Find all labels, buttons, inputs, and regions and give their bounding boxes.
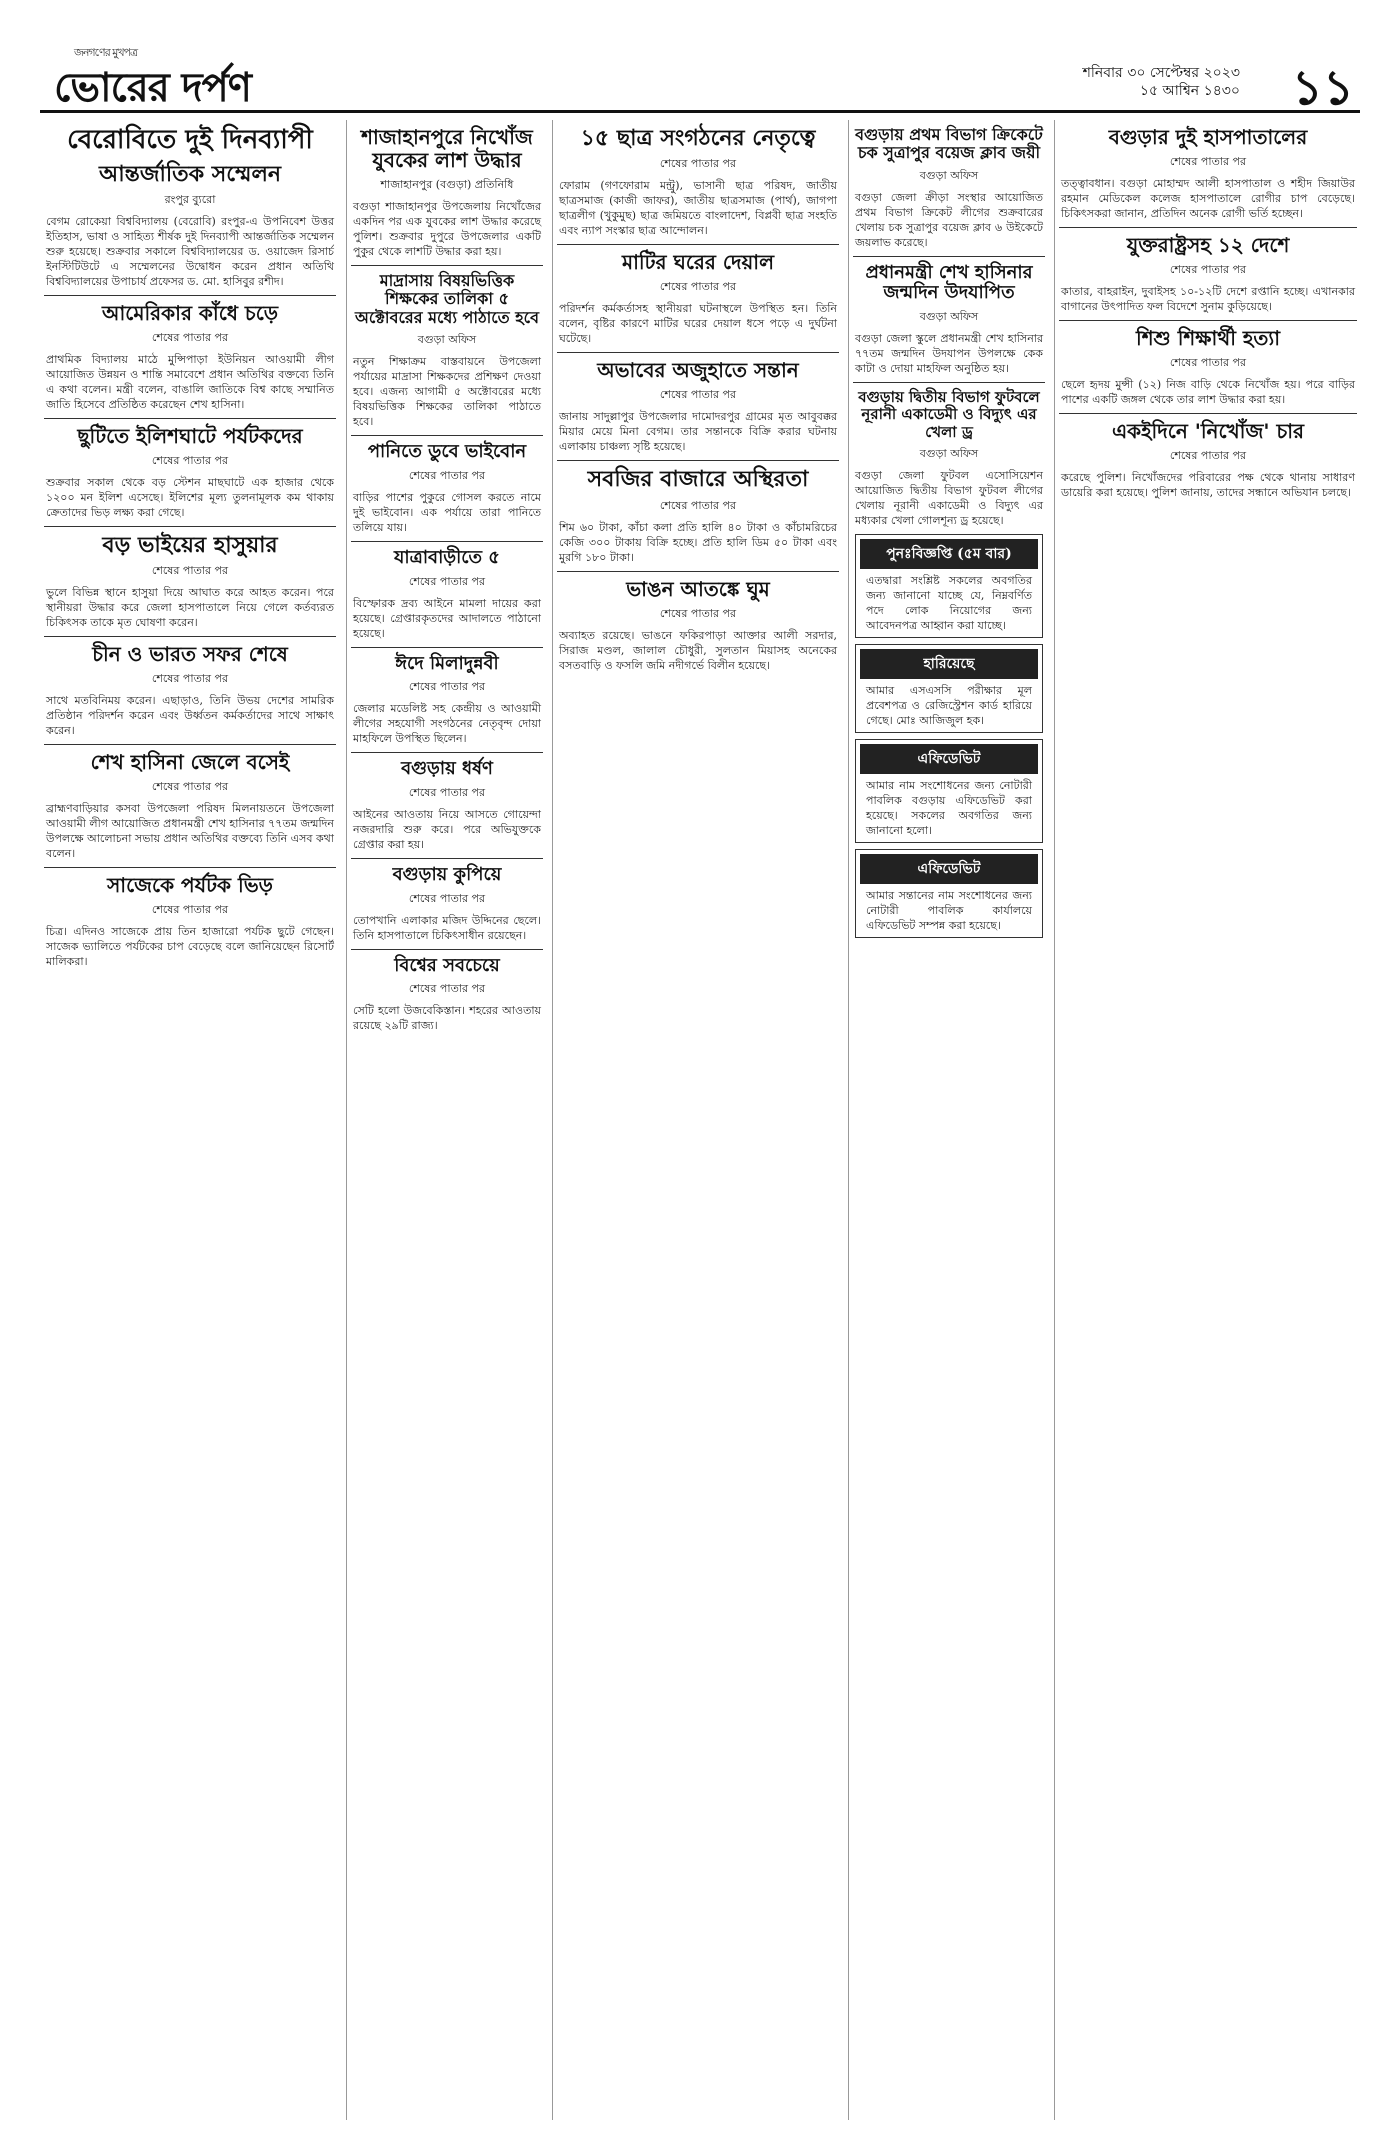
headline-sheikh-hasina-jail: শেখ হাসিনা জেলে বসেই — [90, 750, 290, 775]
divider — [1059, 227, 1357, 228]
divider — [853, 382, 1045, 383]
ad-title: এফিডেভিট — [860, 744, 1038, 774]
ad-title: পুনঃবিজ্ঞপ্তি (৫ম বার) — [860, 539, 1038, 569]
headline-bogura-crime: বগুড়ায় ধর্ষণ — [401, 758, 493, 780]
headline-child-sale: অভাবের অজুহাতে সন্তান — [597, 358, 799, 383]
divider — [44, 636, 336, 637]
article-body: বিস্ফোরক দ্রব্য আইনে মামলা দায়ের করা হয়েছে। গ্রেপ্তারকৃতদের আদালতে পাঠানো হয়েছে। — [353, 596, 541, 640]
continuation-note: শেষের পাতার পর — [1169, 449, 1247, 462]
headline-pm-birthday: প্রধানমন্ত্রী শেখ হাসিনার জন্মদিন উদযাপিত — [865, 261, 1033, 304]
article-body: বাড়ির পাশের পুকুরে গোসল করতে নামে দুই ভাইবোন। এক পর্যায়ে তারা পানিতে তলিয়ে যায়। — [353, 490, 541, 534]
divider — [44, 867, 336, 868]
headline-china-india: চীন ও ভারত সফর শেষে — [92, 642, 288, 667]
continuation-note: শেষের পাতার পর — [408, 574, 486, 588]
headline-child-murder: শিশু শিক্ষার্থী হত্যা — [1135, 326, 1281, 350]
headline-world: বিশ্বের সবচেয়ে — [394, 954, 500, 976]
continuation-note: শেষের পাতার পর — [1169, 356, 1247, 369]
headline-hospitals: বগুড়ার দুই হাসপাতালের — [1108, 125, 1308, 149]
column-3 — [552, 120, 843, 2120]
continuation-note: শেষের পাতার পর — [408, 891, 486, 905]
affidavit-notice — [855, 849, 1043, 938]
headline-bogura-stabbing: বগুড়ায় কুপিয়ে — [392, 863, 502, 885]
headline-madrasa: মাদ্রাসায় বিষয়ভিত্তিক শিক্ষকের তালিকা ৫ অক্টোবরের মধ্যে পাঠাতে হবে — [354, 271, 539, 327]
headline-america: আমেরিকার কাঁধে চড়ে — [101, 301, 279, 326]
continuation-note: শেষের পাতার পর — [151, 903, 229, 917]
article-body: আইনের আওতায় নিয়ে আসতে গোয়েন্দা নজরদারি শুরু করে। পরে অভিযুক্তকে গ্রেপ্তার করা হয়। — [353, 807, 541, 851]
column-2 — [346, 120, 547, 2120]
divider — [351, 265, 543, 266]
date-gregorian: শনিবার ৩০ সেপ্টেম্বর ২০২৩ — [1082, 65, 1240, 81]
page-number: ১১ — [1291, 60, 1354, 116]
affidavit-notice — [855, 739, 1043, 843]
article-body: নতুন শিক্ষাক্রম বাস্তবায়নে উপজেলা পর্যায়ের মাদ্রাসা শিক্ষকদের প্রশিক্ষণ দেওয়া হবে। এজন্য আগামী ৫ অক্টোবরের মধ্যে বিষয়ভিত্তিক শিক্ষকের তালিকা পাঠাতে হবে। — [353, 355, 541, 429]
continuation-note: শেষের পাতার পর — [408, 785, 486, 799]
date-bengali: ১৫ আশ্বিন ১৪৩০ — [1139, 83, 1240, 99]
divider — [351, 541, 543, 542]
divider — [557, 571, 839, 572]
article-body: অব্যাহত রয়েছে। ভাঙনে ফকিরপাড়া আক্তার আলী সরদার, সিরাজ মণ্ডল, জালাল চৌধুরী, সুলতান মিয়াসহ অনেকের বসতবাড়ি ও ফসলি জমি নদীগর্ভে বিলীন হয়েছে। — [559, 628, 837, 672]
masthead — [40, 46, 1360, 116]
article-body: ভুলে বিভিন্ন স্থানে হাসুয়া দিয়ে আঘাত করে আহত করেন। পরে স্থানীয়রা উদ্ধার করে জেলা হাসপাতালে নিয়ে গেলে কর্তব্যরত চিকিৎসক তাকে মৃত ঘোষণা করেন। — [46, 586, 334, 630]
article-body: প্রাথমিক বিদ্যালয় মাঠে মুন্সিপাড়া ইউনিয়ন আওয়ামী লীগ আয়োজিত উন্নয়ন ও শান্তি সমাবেশে প্রধান অতিথির বক্তব্যে তিনি এ কথা বলেন। মন্ত্রী বলেন, বাঙালি জাতিকে বিশ্ব কাছে সম্মানিত জাতি হিসেবে প্রতিষ্ঠিত করেছেন শেখ হাসিনা। — [46, 353, 334, 412]
divider — [853, 256, 1045, 257]
divider — [1059, 320, 1357, 321]
continuation-note: শেষের পাতার পর — [659, 280, 737, 294]
byline: রংপুর ব্যুরো — [164, 193, 216, 207]
byline: বগুড়া অফিস — [919, 310, 979, 324]
headline-conference: বেরোবিতে দুই দিনব্যাপী — [67, 125, 313, 155]
continuation-note: শেষের পাতার পর — [659, 388, 737, 402]
divider — [351, 647, 543, 648]
article-body: পরিদর্শন কর্মকর্তাসহ স্থানীয়রা ঘটনাস্থলে উপস্থিত হন। তিনি বলেন, বৃষ্টির কারণে মাটির ঘরের দেয়াল ধসে পড়ে এ দুর্ঘটনা ঘটেছে। — [559, 302, 837, 346]
lost-notice — [855, 644, 1043, 733]
column-4 — [848, 120, 1049, 2120]
article-body: ছেলে হৃদয় মুন্সী (১২) নিজ বাড়ি থেকে নিখোঁজ হয়। পরে বাড়ির পাশের একটি জঙ্গল থেকে তার লাশ উদ্ধার করা হয়। — [1061, 378, 1355, 406]
column-5 — [1054, 120, 1361, 2120]
headline-hilsa: ছুটিতে ইলিশঘাটে পর্যটকদের — [77, 424, 303, 449]
article-body: ফোরাম (গণফোরাম মন্ট্রু), ভাসানী ছাত্র পরিষদ, জাতীয় ছাত্রসমাজ (কাজী জাফর), জাতীয় ছাত্রসমাজ (পার্থ), জাগপা ছাত্রলীগ (খুকুমুছ) ছাত্র জমিয়তে বাংলাদেশ, বিপ্লবী ছাত্র সংহতি এবং ন্যাপ সংস্কার ছাত্র আন্দোলন। — [559, 179, 837, 238]
headline-shajahanpur: শাজাহানপুরে নিখোঁজ যুবকের লাশ উদ্ধার — [361, 125, 533, 172]
divider — [557, 460, 839, 461]
headline-sajek: সাজেকে পর্যটক ভিড় — [107, 873, 273, 898]
headline-drowning: পানিতে ডুবে ভাইবোন — [367, 441, 527, 463]
continuation-note: শেষের পাতার পর — [408, 982, 486, 996]
article-body: কাতার, বাহরাইন, দুবাইসহ ১০-১২টি দেশে রপ্তানি হচ্ছে। এখানকার বাগানের উৎপাদিত ফল বিদেশে সুনাম কুড়িয়েছে। — [1061, 285, 1355, 313]
article-body: তোপখানি এলাকার মজিদ উদ্দিনের ছেলে। তিনি হাসপাতালে চিকিৎসাধীন রয়েছেন। — [353, 913, 541, 942]
article-body: চিত্র। এদিনও সাজেকে প্রায় তিন হাজারো পর্যটক ছুটে গেছেন। সাজেক ভ্যালিতে পর্যটকের চাপ বেড়েছে বলে জানিয়েছেন রিসোর্ট মালিকরা। — [46, 925, 334, 969]
article-body: তত্ত্বাবধান। বগুড়া মোহাম্মদ আলী হাসপাতাল ও শহীদ জিয়াউর রহমান মেডিকেল কলেজ হাসপাতালে রোগীর চাপ বেড়েছে। চিকিৎসকরা জানান, প্রতিদিন অনেক রোগী ভর্তি হচ্ছেন। — [1061, 177, 1355, 220]
article-body: সাথে মতবিনিময় করেন। এছাড়াও, তিনি উভয় দেশের সামরিক প্রতিষ্ঠান পরিদর্শন করেন এবং উর্ধ্বতন কর্মকর্তাদের সাথে সাক্ষাৎ করেন। — [46, 694, 334, 738]
continuation-note: শেষের পাতার পর — [151, 564, 229, 578]
ad-body: আমার নাম সংশোধনের জন্য নোটারী পাবলিক বগুড়ায় এফিডেভিট করা হয়েছে। সকলের অবগতির জন্য জানানো হলো। — [866, 778, 1032, 837]
headline-brother: বড় ভাইয়ের হাসুয়ার — [102, 532, 278, 559]
logo-tagline: জনগণের মুখপত্র — [74, 46, 138, 59]
article-body: শিম ৬০ টাকা, কাঁচা কলা প্রতি হালি ৪০ টাকা ও কাঁচামরিচের কেজি ৩০০ টাকায় বিক্রি হচ্ছে। প্রতি হালি ডিম ৫০ টাকা এবং মুরগি ১৮০ টাকা। — [559, 520, 837, 564]
article-body: ব্রাহ্মণবাড়িয়ার কসবা উপজেলা পরিষদ মিলনায়তনে উপজেলা আওয়ামী লীগ আয়োজিত প্রধানমন্ত্রী শেখ হাসিনার ৭৭তম জন্মদিন উপলক্ষে আলোচনা সভায় প্রধান অতিথির বক্তব্যে তিনি এসব কথা বলেন। — [46, 802, 334, 861]
divider — [44, 526, 336, 527]
byline: শাজাহানপুর (বগুড়া) প্রতিনিধি — [380, 178, 514, 191]
divider — [351, 752, 543, 753]
continuation-note: শেষের পাতার পর — [408, 468, 486, 482]
headline-milad: ঈদে মিলাদুন্নবী — [395, 652, 499, 674]
logo-text: ভোরের দর্পণ — [54, 64, 251, 111]
headline-cricket: বগুড়ায় প্রথম বিভাগ ক্রিকেটে চক সুত্রাপুর বয়েজ ক্লাব জয়ী — [855, 125, 1043, 163]
article-body: বগুড়া শাজাহানপুর উপজেলায় নিখোঁজের একদিন পর এক যুবকের লাশ উদ্ধার করেছে পুলিশ। শুক্রবার দুপুরে উপজেলার একটি পুকুর থেকে লাশটি উদ্ধার করা হয়। — [353, 200, 541, 258]
divider — [1059, 413, 1357, 414]
article-body: শুক্রবার সকাল থেকে বড় স্টেশন মাছঘাটে এক হাজার থেকে ১২০০ মন ইলিশ এসেছে। ইলিশের মূল্য তুলনামূলক কম থাকায় ক্রেতাদের ভিড় লক্ষ্য করা গেছে। — [46, 476, 334, 520]
article-body: সেটি হলো উজবেকিস্তান। শহরের আওতায় রয়েছে ২৯টি রাজ্য। — [353, 1004, 541, 1033]
byline: বগুড়া অফিস — [919, 168, 979, 182]
continuation-note: শেষের পাতার পর — [151, 331, 229, 345]
headline-conference-2: আন্তর্জাতিক সম্মেলন — [99, 160, 281, 187]
continuation-note: শেষের পাতার পর — [659, 498, 737, 512]
article-body: জানায় সাদুল্লাপুর উপজেলার দামোদরপুর গ্রামের মৃত আবুবক্কর মিয়ার মেয়ে মিনা বেগম। তার সন্তানকে বিক্রি করার ঘটনায় এলাকায় চাঞ্চল্য সৃষ্টি হয়েছে। — [559, 410, 837, 454]
headline-usa-12: যুক্তরাষ্ট্রসহ ১২ দেশে — [1126, 233, 1290, 257]
continuation-note: শেষের পাতার পর — [659, 157, 737, 171]
continuation-note: শেষের পাতার পর — [151, 454, 229, 468]
article-body: বেগম রোকেয়া বিশ্ববিদ্যালয় (বেরোবি) রংপুর-এ উপনিবেশ উত্তর ইতিহাস, ভাষা ও সাহিত্য শীর্ষক দুই দিনব্যাপী আন্তর্জাতিক সম্মেলন শুরু হয়েছে। শুক্রবার সকালে বিশ্ববিদ্যালয়ের ড. ওয়াজেদ রিসার্চ ইনস্টিটিউটে এ সম্মেলনের উদ্বোধন করেন প্রধান অতিথি বিশ্ববিদ্যালয়ের উপাচার্য প্রফেসর ড. মো. হাসিবুর রশীদ। — [46, 215, 334, 289]
divider — [351, 435, 543, 436]
headline-missing-four: একইদিনে 'নিখোঁজ' চার — [1111, 419, 1305, 443]
ad-title: হারিয়েছে — [860, 649, 1038, 679]
continuation-note: শেষের পাতার পর — [1169, 155, 1247, 168]
headline-vegetable-market: সবজির বাজারে অস্থিরতা — [587, 466, 809, 493]
article-body: জেলার মডেলিষ্ট সহ কেন্দ্রীয় ও আওয়ামী লীগের সহযোগী সংগঠনের নেতৃবৃন্দ দোয়া মাহফিলে উপস্থিত ছিলেন। — [353, 702, 541, 746]
continuation-note: শেষের পাতার পর — [659, 606, 737, 620]
divider — [351, 858, 543, 859]
ad-body: আমার সন্তানের নাম সংশোধনের জন্য নোটারী পাবলিক কার্যালয়ে এফিডেভিট সম্পন্ন করা হয়েছে। — [866, 888, 1032, 932]
divider — [44, 295, 336, 296]
headline-jatrabari: যাত্রাবাড়ীতে ৫ — [394, 546, 500, 568]
headline-mud-wall: মাটির ঘরের দেয়াল — [622, 250, 774, 275]
divider — [557, 352, 839, 353]
date-box — [1083, 64, 1240, 100]
continuation-note: শেষের পাতার পর — [408, 680, 486, 694]
continuation-note: শেষের পাতার পর — [1169, 263, 1247, 276]
byline: বগুড়া অফিস — [919, 446, 979, 460]
continuation-note: শেষের পাতার পর — [151, 780, 229, 794]
divider — [44, 744, 336, 745]
byline: বগুড়া অফিস — [417, 333, 477, 347]
divider — [44, 418, 336, 419]
article-body: বগুড়া জেলা ফুটবল এসোসিয়েশন আয়োজিত দ্বিতীয় বিভাগ ফুটবল লীগের খেলায় নূরানী একাডেমী ও বিদ্যুৎ এর মধ্যকার খেলা গোলশূন্য ড্র হয়েছে। — [855, 468, 1043, 527]
ad-body: আমার এসএসসি পরীক্ষার মূল প্রবেশপত্র ও রেজিস্ট্রেশন কার্ড হারিয়ে গেছে। মোঃ আজিজুল হক। — [866, 683, 1032, 727]
column-1 — [40, 120, 340, 2120]
ad-body: এতদ্বারা সংশ্লিষ্ট সকলের অবগতির জন্য জানানো যাচ্ছে যে, নিম্নবর্ণিত পদে লোক নিয়োগের জন্য আবেদনপত্র আহ্বান করা যাচ্ছে। — [866, 573, 1032, 632]
continuation-note: শেষের পাতার পর — [151, 672, 229, 686]
divider — [351, 949, 543, 950]
article-body: করেছে পুলিশ। নিখোঁজদের পরিবারের পক্ষ থেকে থানায় সাধারণ ডায়েরি করা হয়েছে। পুলিশ জানায়, তাদের সন্ধানে অভিযান চলছে। — [1061, 471, 1355, 499]
article-body: বগুড়া জেলা ক্রীড়া সংস্থার আয়োজিত প্রথম বিভাগ ক্রিকেট লীগের শুক্রবারের খেলায় চক সুত্রাপুর বয়েজ ক্লাব ৬ উইকেটে জয়লাভ করেছে। — [855, 190, 1043, 249]
headline-erosion: ভাঙন আতঙ্কে ঘুম — [626, 576, 770, 601]
headline-student-orgs: ১৫ ছাত্র সংগঠনের নেতৃত্বে — [580, 125, 816, 151]
headline-football: বগুড়ায় দ্বিতীয় বিভাগ ফুটবলে নূরানী একাডেমী ও বিদ্যুৎ এর খেলা ড্র — [858, 388, 1040, 441]
divider — [557, 244, 839, 245]
article-body: বগুড়া জেলা স্কুলে প্রধানমন্ত্রী শেখ হাসিনার ৭৭তম জন্মদিন উদযাপন উপলক্ষে কেক কাটা ও দোয়া মাহফিল অনুষ্ঠিত হয়। — [855, 332, 1043, 376]
ad-title: এফিডেভিট — [860, 854, 1038, 884]
classified-ad — [855, 534, 1043, 638]
newspaper-logo — [54, 46, 251, 123]
